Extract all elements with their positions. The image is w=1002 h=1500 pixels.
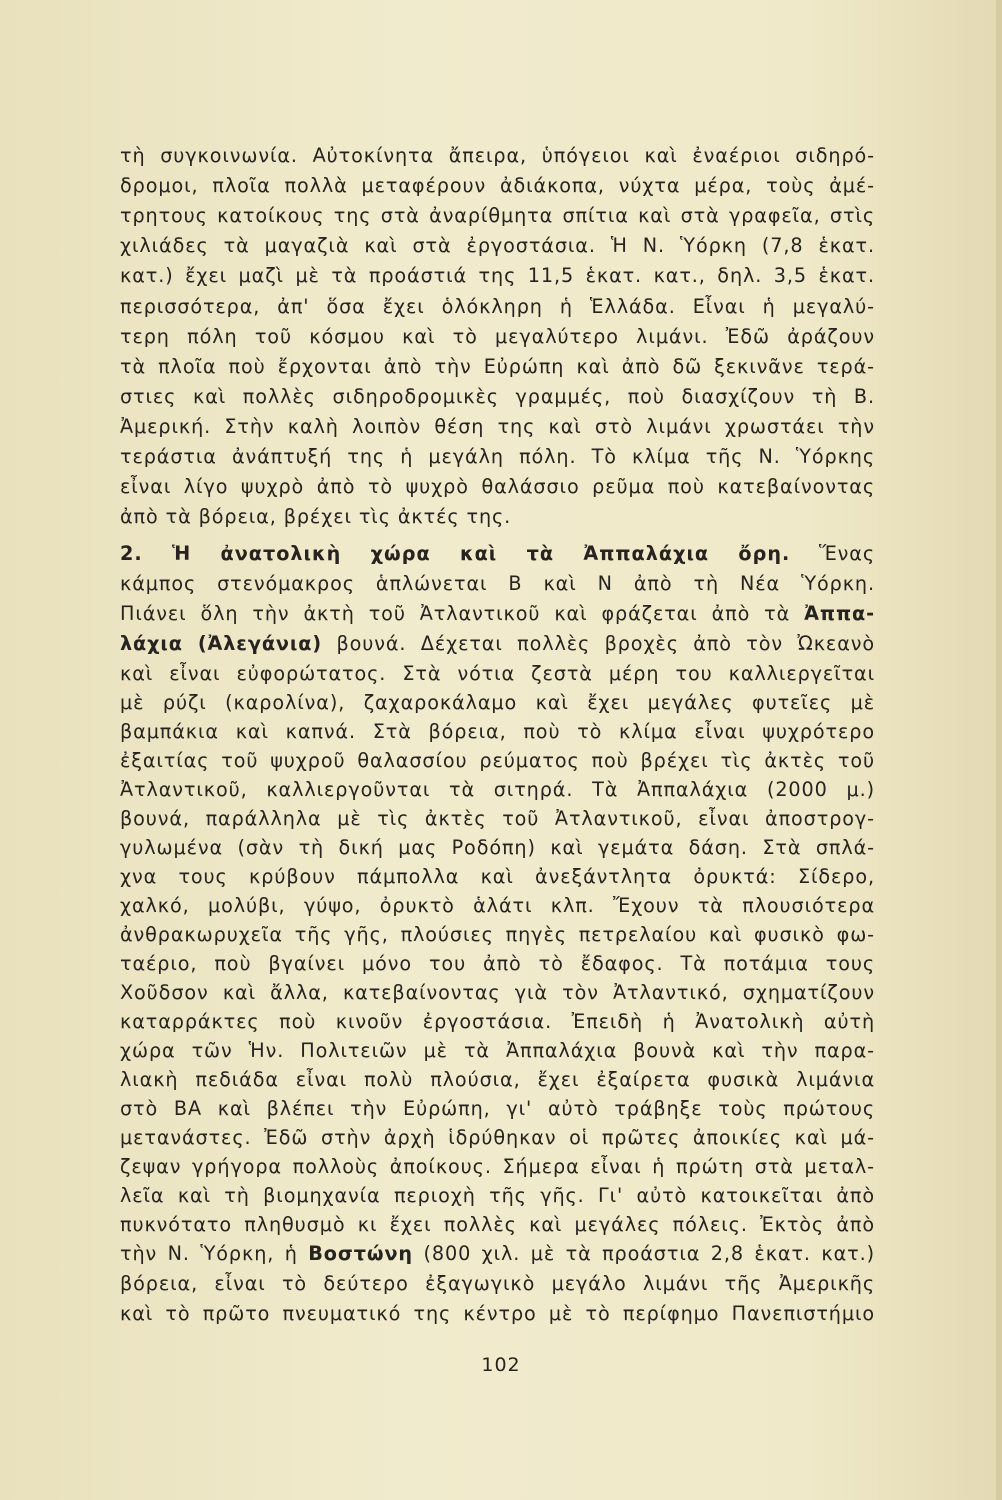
text-line: τὴ συγκοινωνία. Αὐτοκίνητα ἄπειρα, ὑπόγειοι καὶ ἐναέριοι σιδηρό- xyxy=(120,144,875,167)
text-line: ταέριο, ποὺ βγαίνει μόνο του ἀπὸ τὸ ἔδαφος. Τὰ ποτάμια τους xyxy=(120,952,875,975)
text-line: καὶ εἶναι εὐφορώτατος. Στὰ νότια ζεστὰ μέρη του καλλιεργεῖται xyxy=(120,662,875,685)
text-line: χιλιάδες τὰ μαγαζιὰ καὶ στὰ ἐργοστάσια. Ἡ Ν. Ὑόρκη (7,8 ἑκατ. xyxy=(120,234,875,258)
text-line: τὰ πλοῖα ποὺ ἔρχονται ἀπὸ τὴν Εὐρώπη καὶ ἀπὸ δῶ ξεκινᾶνε τερά- xyxy=(120,354,875,378)
text-line: λάχια (Ἀλεγάνια) βουνά. Δέχεται πολλὲς βροχὲς ἀπὸ τὸν Ὠκεανὸ xyxy=(120,632,875,655)
text-line: βόρεια, εἶναι τὸ δεύτερο ἐξαγωγικὸ μεγάλο λιμάνι τῆς Ἀμερικῆς xyxy=(120,1272,875,1295)
text-line: Πιάνει ὅλη τὴν ἀκτὴ τοῦ Ἀτλαντικοῦ καὶ φράζεται ἀπὸ τὰ Ἀππα- xyxy=(120,602,875,625)
text-line: στὸ ΒΑ καὶ βλέπει τὴν Εὐρώπη, γι' αὐτὸ τράβηξε τοὺς πρώτους xyxy=(120,1097,875,1120)
text-line: βουνά, παράλληλα μὲ τὶς ἀκτὲς τοῦ Ἀτλαντικοῦ, εἶναι ἀποστρογ- xyxy=(120,807,875,830)
text-line: πυκνότατο πληθυσμὸ κι ἔχει πολλὲς καὶ μεγάλες πόλεις. Ἐκτὸς ἀπὸ xyxy=(120,1213,875,1236)
text-line: Ἀτλαντικοῦ, καλλιεργοῦνται τὰ σιτηρά. Τὰ Ἀππαλάχια (2000 μ.) xyxy=(120,778,875,801)
text-line: ζεψαν γρήγορα πολλοὺς ἀποίκους. Σήμερα εἶναι ἡ πρώτη στὰ μεταλ- xyxy=(120,1155,875,1178)
text-line: τερη πόλη τοῦ κόσμου καὶ τὸ μεγαλύτερο λιμάνι. Ἐδῶ ἀράζουν xyxy=(120,324,875,348)
text-line: λιακὴ πεδιάδα εἶναι πολὺ πλούσια, ἔχει ἐξαίρετα φυσικὰ λιμάνια xyxy=(120,1068,875,1091)
section-2-heading-line: 2. Ἡ ἀνατολικὴ χώρα καὶ τὰ Ἀππαλάχια ὄρη. Ἕνας xyxy=(120,542,875,565)
appalachia-term: Ἀππα- xyxy=(804,602,875,625)
text-line: ἐξαιτίας τοῦ ψυχροῦ θαλασσίου ρεύματος ποὺ βρέχει τὶς ἀκτὲς τοῦ xyxy=(120,749,875,772)
text-line: τὴν Ν. Ὑόρκη, ἡ Βοστώνη (800 χιλ. μὲ τὰ προάστια 2,8 ἑκατ. κατ.) xyxy=(120,1242,875,1265)
text-line: δρομοι, πλοῖα πολλὰ μεταφέρουν ἀδιάκοπα, νύχτα μέρα, τοὺς ἀμέ- xyxy=(120,174,875,198)
text-line: λεῖα καὶ τὴ βιομηχανία περιοχὴ τῆς γῆς. Γι' αὐτὸ κατοικεῖται ἀπὸ xyxy=(120,1184,875,1207)
appalachia-term: λάχια (Ἀλεγάνια) xyxy=(120,632,323,655)
text-line: μὲ ρύζι (καρολίνα), ζαχαροκάλαμο καὶ ἔχει μεγάλες φυτεῖες μὲ xyxy=(120,691,875,714)
text-line: γυλωμένα (σὰν τὴ δική μας Ροδόπη) καὶ γεμάτα δάση. Στὰ σπλά- xyxy=(120,836,875,859)
text-line: Ἀμερική. Στὴν καλὴ λοιπὸν θέση της καὶ στὸ λιμάνι χρωστάει τὴν xyxy=(120,414,875,438)
text-line: μετανάστες. Ἐδῶ στὴν ἀρχὴ ἱδρύθηκαν οἱ πρῶτες ἀποικίες καὶ μά- xyxy=(120,1126,875,1149)
text-line: καταρράκτες ποὺ κινοῦν ἐργοστάσια. Ἐπειδὴ ἡ Ἀνατολικὴ αὐτὴ xyxy=(120,1010,875,1033)
page-number: 102 xyxy=(481,1354,521,1376)
text-line: τρητους κατοίκους της στὰ ἀναρίθμητα σπίτια καὶ στὰ γραφεῖα, στὶς xyxy=(120,204,875,228)
text-line: τεράστια ἀνάπτυξή της ἡ μεγάλη πόλη. Τὸ κλίμα τῆς Ν. Ὑόρκης xyxy=(120,445,875,468)
text-line: ἀπὸ τὰ βόρεια, βρέχει τὶς ἀκτές της. xyxy=(120,505,512,529)
text-line: Χοῦδσον καὶ ἄλλα, κατεβαίνοντας γιὰ τὸν Ἀτλαντικό, σχηματίζουν xyxy=(120,981,875,1004)
text-line: βαμπάκια καὶ καπνά. Στὰ βόρεια, ποὺ τὸ κλίμα εἶναι ψυχρότερο xyxy=(120,720,875,743)
page-edge xyxy=(996,0,1002,1500)
text-line: χνα τους κρύβουν πάμπολλα καὶ ἀνεξάντλητα ὀρυκτά: Σίδερο, xyxy=(120,865,875,888)
text-line: καὶ τὸ πρῶτο πνευματικό της κέντρο μὲ τὸ περίφημο Πανεπιστήμιο xyxy=(120,1301,875,1325)
section-2-heading: 2. Ἡ ἀνατολικὴ χώρα καὶ τὰ Ἀππαλάχια ὄρη. xyxy=(120,542,791,565)
text-line: εἶναι λίγο ψυχρὸ ἀπὸ τὸ ψυχρὸ θαλάσσιο ρεῦμα ποὺ κατεβαίνοντας xyxy=(120,475,875,499)
text-line: κάμπος στενόμακρος ἁπλώνεται Β καὶ Ν ἀπὸ τὴ Νέα Ὑόρκη. xyxy=(120,572,875,595)
text-line: κατ.) ἔχει μαζὶ μὲ τὰ προάστιά της 11,5 ἑκατ. κατ., δηλ. 3,5 ἑκατ. xyxy=(120,264,875,288)
text-line: στιες καὶ πολλὲς σιδηροδρομικὲς γραμμές, ποὺ διασχίζουν τὴ Β. xyxy=(120,384,875,408)
text-line: περισσότερα, ἀπ' ὅσα ἔχει ὁλόκληρη ἡ Ἑλλάδα. Εἶναι ἡ μεγαλύ- xyxy=(120,294,875,318)
text-line: ἀνθρακωρυχεῖα τῆς γῆς, πλούσιες πηγὲς πετρελαίου καὶ φυσικὸ φω- xyxy=(120,923,875,946)
text-line: χαλκό, μολύβι, γύψο, ὀρυκτὸ ἁλάτι κλπ. Ἔχουν τὰ πλουσιότερα xyxy=(120,894,875,917)
boston-term: Βοστώνη xyxy=(308,1242,413,1265)
text-line: χώρα τῶν Ἡν. Πολιτειῶν μὲ τὰ Ἀππαλάχια βουνὰ καὶ τὴν παρα- xyxy=(120,1039,875,1062)
